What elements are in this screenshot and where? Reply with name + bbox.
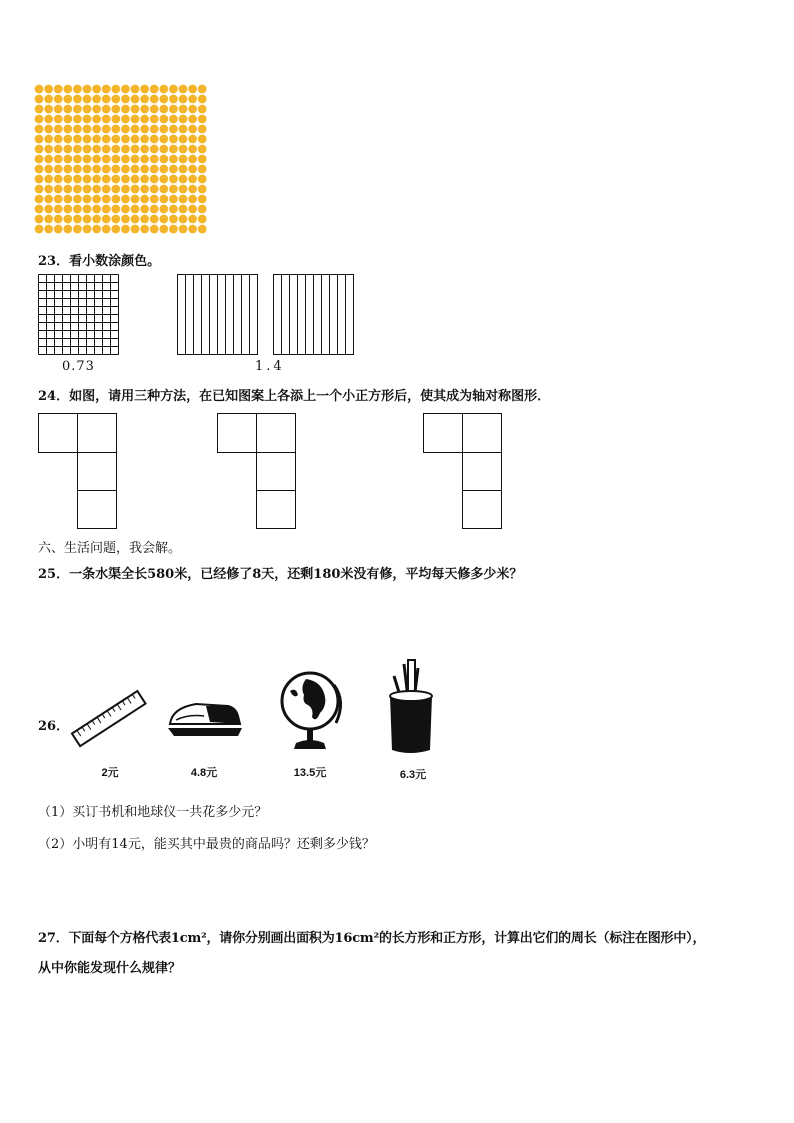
- shape-figure-1: [38, 413, 118, 529]
- grid-dot: [35, 145, 44, 154]
- section-6-title: 六、生活问题，我会解。: [38, 541, 182, 556]
- grid-dot: [131, 175, 140, 184]
- grid-dot: [54, 175, 63, 184]
- grid-dot: [140, 105, 149, 114]
- grid-dot: [140, 205, 149, 214]
- globe-price: 13.5元: [293, 767, 327, 779]
- label-0-73: 0.73: [62, 359, 95, 374]
- grid-dot: [179, 85, 188, 94]
- grid-dot: [92, 175, 101, 184]
- grid-dot: [83, 195, 92, 204]
- grid-dot: [159, 225, 168, 234]
- grid-dot: [159, 155, 168, 164]
- grid-dot: [169, 125, 178, 134]
- grid-dot: [159, 195, 168, 204]
- grid-dot: [159, 125, 168, 134]
- tenth-strips-square-2: [273, 274, 355, 356]
- grid-dot: [92, 95, 101, 104]
- grid-dot: [169, 95, 178, 104]
- grid-dot: [92, 125, 101, 134]
- grid-dot: [44, 95, 53, 104]
- grid-dot: [63, 145, 72, 154]
- grid-dot: [63, 205, 72, 214]
- hundred-grid-square: [38, 274, 120, 356]
- grid-dot: [188, 85, 197, 94]
- grid-dot: [111, 95, 120, 104]
- grid-dot: [131, 215, 140, 224]
- grid-dot: [121, 145, 130, 154]
- grid-dot: [121, 135, 130, 144]
- grid-dot: [111, 215, 120, 224]
- grid-dot: [44, 215, 53, 224]
- grid-dot: [35, 85, 44, 94]
- grid-dot: [73, 85, 82, 94]
- grid-dot: [188, 155, 197, 164]
- grid-dot: [44, 85, 53, 94]
- grid-dot: [198, 95, 207, 104]
- grid-dot: [169, 155, 178, 164]
- grid-dot: [35, 115, 44, 124]
- grid-dot: [150, 175, 159, 184]
- grid-dot: [188, 215, 197, 224]
- grid-dot: [35, 95, 44, 104]
- grid-dot: [73, 215, 82, 224]
- grid-dot: [140, 175, 149, 184]
- grid-dot: [44, 125, 53, 134]
- tenth-strips-square-1: [177, 274, 259, 356]
- grid-dot: [179, 95, 188, 104]
- grid-dot: [111, 85, 120, 94]
- grid-dot: [54, 145, 63, 154]
- grid-dot: [198, 175, 207, 184]
- grid-dot: [44, 205, 53, 214]
- grid-dot: [44, 185, 53, 194]
- grid-dot: [111, 175, 120, 184]
- grid-dot: [35, 125, 44, 134]
- grid-dot: [35, 135, 44, 144]
- grid-dot: [150, 115, 159, 124]
- grid-dot: [188, 205, 197, 214]
- grid-dot: [169, 185, 178, 194]
- grid-dot: [140, 125, 149, 134]
- grid-dot: [198, 195, 207, 204]
- grid-dot: [140, 135, 149, 144]
- grid-dot: [131, 115, 140, 124]
- grid-dot: [159, 85, 168, 94]
- grid-dot: [121, 125, 130, 134]
- label-1-4: 1.4: [255, 359, 285, 374]
- grid-dot: [179, 125, 188, 134]
- grid-dot: [179, 155, 188, 164]
- grid-dot: [73, 205, 82, 214]
- grid-dot: [121, 115, 130, 124]
- grid-dot: [63, 155, 72, 164]
- grid-dot: [169, 195, 178, 204]
- grid-dot: [169, 135, 178, 144]
- grid-dot: [63, 225, 72, 234]
- grid-dot: [111, 105, 120, 114]
- grid-dot: [150, 225, 159, 234]
- grid-dot: [92, 155, 101, 164]
- grid-dot: [54, 195, 63, 204]
- grid-dot: [73, 95, 82, 104]
- grid-dot: [63, 175, 72, 184]
- grid-dot: [188, 175, 197, 184]
- grid-dot: [131, 185, 140, 194]
- grid-dot: [131, 165, 140, 174]
- ruler-price: 2元: [101, 767, 119, 779]
- grid-dot: [121, 195, 130, 204]
- grid-dot: [198, 115, 207, 124]
- grid-dot: [92, 205, 101, 214]
- grid-dot: [92, 145, 101, 154]
- grid-dot: [188, 185, 197, 194]
- pen-holder-price: 6.3元: [399, 769, 427, 781]
- grid-dot: [121, 175, 130, 184]
- grid-dot: [131, 135, 140, 144]
- grid-dot: [179, 205, 188, 214]
- grid-dot: [131, 205, 140, 214]
- grid-dot: [150, 155, 159, 164]
- grid-dot: [92, 215, 101, 224]
- grid-dot: [111, 225, 120, 234]
- grid-dot: [198, 215, 207, 224]
- grid-dot: [63, 105, 72, 114]
- dot-grid-figure: [34, 84, 214, 234]
- grid-dot: [63, 115, 72, 124]
- grid-dot: [169, 105, 178, 114]
- grid-dot: [83, 105, 92, 114]
- grid-dot: [54, 205, 63, 214]
- grid-dot: [140, 165, 149, 174]
- grid-dot: [35, 225, 44, 234]
- grid-dot: [150, 95, 159, 104]
- grid-dot: [121, 85, 130, 94]
- question-23-title: 23．看小数涂颜色。: [38, 254, 161, 269]
- grid-dot: [44, 195, 53, 204]
- grid-dot: [179, 175, 188, 184]
- grid-dot: [92, 135, 101, 144]
- grid-dot: [44, 105, 53, 114]
- grid-dot: [169, 215, 178, 224]
- grid-dot: [188, 135, 197, 144]
- grid-dot: [111, 155, 120, 164]
- grid-dot: [54, 105, 63, 114]
- grid-dot: [73, 225, 82, 234]
- grid-dot: [150, 215, 159, 224]
- grid-dot: [54, 125, 63, 134]
- grid-dot: [44, 225, 53, 234]
- grid-dot: [131, 145, 140, 154]
- grid-dot: [159, 145, 168, 154]
- grid-dot: [169, 205, 178, 214]
- grid-dot: [169, 145, 178, 154]
- grid-dot: [35, 205, 44, 214]
- grid-dot: [140, 225, 149, 234]
- grid-dot: [159, 95, 168, 104]
- grid-dot: [198, 105, 207, 114]
- grid-dot: [63, 125, 72, 134]
- grid-dot: [63, 135, 72, 144]
- grid-dot: [35, 105, 44, 114]
- grid-dot: [159, 105, 168, 114]
- grid-dot: [92, 105, 101, 114]
- grid-dot: [102, 135, 111, 144]
- grid-dot: [188, 95, 197, 104]
- grid-dot: [73, 175, 82, 184]
- grid-dot: [159, 135, 168, 144]
- grid-dot: [73, 115, 82, 124]
- grid-dot: [102, 225, 111, 234]
- grid-dot: [198, 225, 207, 234]
- question-26-sub-1: （1）买订书机和地球仪一共花多少元？: [38, 805, 268, 820]
- grid-dot: [159, 115, 168, 124]
- grid-dot: [73, 165, 82, 174]
- grid-dot: [83, 155, 92, 164]
- grid-dot: [179, 215, 188, 224]
- grid-dot: [73, 155, 82, 164]
- grid-dot: [121, 95, 130, 104]
- grid-dot: [35, 165, 44, 174]
- grid-dot: [188, 165, 197, 174]
- grid-dot: [44, 135, 53, 144]
- question-26-sub-2: （2）小明有14元，能买其中最贵的商品吗？还剩多少钱？: [38, 837, 375, 852]
- grid-dot: [83, 215, 92, 224]
- question-26-number: 26．: [38, 719, 70, 734]
- grid-dot: [198, 145, 207, 154]
- grid-dot: [54, 215, 63, 224]
- grid-dot: [198, 185, 207, 194]
- grid-dot: [102, 85, 111, 94]
- grid-dot: [111, 195, 120, 204]
- grid-dot: [131, 85, 140, 94]
- grid-dot: [73, 105, 82, 114]
- grid-dot: [35, 155, 44, 164]
- grid-dot: [83, 185, 92, 194]
- grid-dot: [121, 105, 130, 114]
- grid-dot: [102, 105, 111, 114]
- grid-dot: [35, 175, 44, 184]
- grid-dot: [188, 115, 197, 124]
- grid-dot: [83, 95, 92, 104]
- grid-dot: [111, 115, 120, 124]
- grid-dot: [63, 195, 72, 204]
- grid-dot: [198, 85, 207, 94]
- grid-dot: [102, 195, 111, 204]
- stapler-icon: [166, 694, 246, 744]
- grid-dot: [83, 145, 92, 154]
- grid-dot: [121, 205, 130, 214]
- grid-dot: [140, 85, 149, 94]
- pen-holder-icon: [384, 658, 440, 754]
- grid-dot: [179, 225, 188, 234]
- grid-dot: [111, 185, 120, 194]
- question-24-title: 24．如图，请用三种方法，在已知图案上各添上一个小正方形后，使其成为轴对称图形．: [38, 389, 551, 404]
- grid-dot: [140, 115, 149, 124]
- grid-dot: [83, 125, 92, 134]
- grid-dot: [83, 115, 92, 124]
- grid-dot: [111, 125, 120, 134]
- grid-dot: [44, 145, 53, 154]
- grid-dot: [44, 165, 53, 174]
- stapler-price: 4.8元: [190, 767, 218, 779]
- grid-dot: [150, 105, 159, 114]
- grid-dot: [54, 185, 63, 194]
- grid-dot: [63, 185, 72, 194]
- grid-dot: [63, 215, 72, 224]
- grid-dot: [121, 165, 130, 174]
- grid-dot: [35, 195, 44, 204]
- grid-dot: [159, 205, 168, 214]
- grid-dot: [150, 135, 159, 144]
- grid-dot: [102, 215, 111, 224]
- grid-dot: [131, 225, 140, 234]
- grid-dot: [102, 155, 111, 164]
- question-25-title: 25．一条水渠全长580米，已经修了8天，还剩180米没有修，平均每天修多少米？: [38, 567, 523, 582]
- grid-dot: [179, 165, 188, 174]
- grid-dot: [83, 135, 92, 144]
- grid-dot: [111, 205, 120, 214]
- grid-dot: [150, 145, 159, 154]
- grid-dot: [73, 135, 82, 144]
- grid-dot: [35, 215, 44, 224]
- grid-dot: [54, 165, 63, 174]
- grid-dot: [169, 115, 178, 124]
- shape-figure-2: [217, 413, 297, 529]
- grid-dot: [102, 95, 111, 104]
- grid-dot: [198, 135, 207, 144]
- grid-dot: [188, 225, 197, 234]
- grid-dot: [83, 85, 92, 94]
- grid-dot: [102, 205, 111, 214]
- grid-dot: [140, 215, 149, 224]
- grid-dot: [131, 125, 140, 134]
- grid-dot: [169, 165, 178, 174]
- grid-dot: [179, 115, 188, 124]
- grid-dot: [198, 125, 207, 134]
- grid-dot: [83, 205, 92, 214]
- grid-dot: [102, 165, 111, 174]
- grid-dot: [102, 115, 111, 124]
- grid-dot: [169, 85, 178, 94]
- grid-dot: [159, 185, 168, 194]
- grid-dot: [83, 175, 92, 184]
- grid-dot: [121, 155, 130, 164]
- grid-dot: [150, 185, 159, 194]
- grid-dot: [150, 85, 159, 94]
- grid-dot: [111, 165, 120, 174]
- grid-dot: [102, 145, 111, 154]
- grid-dot: [169, 225, 178, 234]
- grid-dot: [188, 145, 197, 154]
- grid-dot: [198, 165, 207, 174]
- grid-dot: [150, 125, 159, 134]
- grid-dot: [102, 185, 111, 194]
- grid-dot: [131, 195, 140, 204]
- grid-dot: [140, 185, 149, 194]
- grid-dot: [73, 185, 82, 194]
- question-27-line-1: 27．下面每个方格代表1cm²，请你分别画出面积为16cm²的长方形和正方形，计算出它们的周长（标注在图形中），: [38, 931, 706, 946]
- grid-dot: [111, 145, 120, 154]
- grid-dot: [102, 175, 111, 184]
- grid-dot: [198, 205, 207, 214]
- grid-dot: [63, 85, 72, 94]
- grid-dot: [54, 155, 63, 164]
- grid-dot: [54, 85, 63, 94]
- grid-dot: [179, 105, 188, 114]
- grid-dot: [44, 155, 53, 164]
- grid-dot: [63, 95, 72, 104]
- grid-dot: [179, 195, 188, 204]
- grid-dot: [73, 195, 82, 204]
- globe-icon: [276, 665, 348, 755]
- grid-dot: [131, 105, 140, 114]
- grid-dot: [140, 155, 149, 164]
- grid-dot: [131, 155, 140, 164]
- grid-dot: [54, 135, 63, 144]
- grid-dot: [140, 145, 149, 154]
- grid-dot: [73, 125, 82, 134]
- grid-dot: [54, 115, 63, 124]
- grid-dot: [140, 195, 149, 204]
- grid-dot: [54, 225, 63, 234]
- grid-dot: [188, 195, 197, 204]
- grid-dot: [73, 145, 82, 154]
- grid-dot: [92, 115, 101, 124]
- grid-dot: [150, 165, 159, 174]
- grid-dot: [121, 215, 130, 224]
- grid-dot: [150, 205, 159, 214]
- grid-dot: [83, 165, 92, 174]
- grid-dot: [92, 195, 101, 204]
- grid-dot: [140, 95, 149, 104]
- grid-dot: [179, 185, 188, 194]
- grid-dot: [188, 125, 197, 134]
- grid-dot: [121, 185, 130, 194]
- grid-dot: [83, 225, 92, 234]
- ruler-icon: [68, 688, 150, 750]
- grid-dot: [179, 135, 188, 144]
- question-27-line-2: 从中你能发现什么规律？: [38, 961, 182, 976]
- grid-dot: [179, 145, 188, 154]
- grid-dot: [121, 225, 130, 234]
- grid-dot: [44, 175, 53, 184]
- shape-figure-3: [423, 413, 503, 529]
- grid-dot: [92, 165, 101, 174]
- grid-dot: [54, 95, 63, 104]
- grid-dot: [150, 195, 159, 204]
- grid-dot: [92, 85, 101, 94]
- grid-dot: [92, 185, 101, 194]
- grid-dot: [188, 105, 197, 114]
- grid-dot: [111, 135, 120, 144]
- grid-dot: [159, 215, 168, 224]
- grid-dot: [159, 165, 168, 174]
- grid-dot: [102, 125, 111, 134]
- grid-dot: [169, 175, 178, 184]
- grid-dot: [131, 95, 140, 104]
- grid-dot: [159, 175, 168, 184]
- grid-dot: [35, 185, 44, 194]
- grid-dot: [198, 155, 207, 164]
- grid-dot: [44, 115, 53, 124]
- grid-dot: [92, 225, 101, 234]
- grid-dot: [63, 165, 72, 174]
